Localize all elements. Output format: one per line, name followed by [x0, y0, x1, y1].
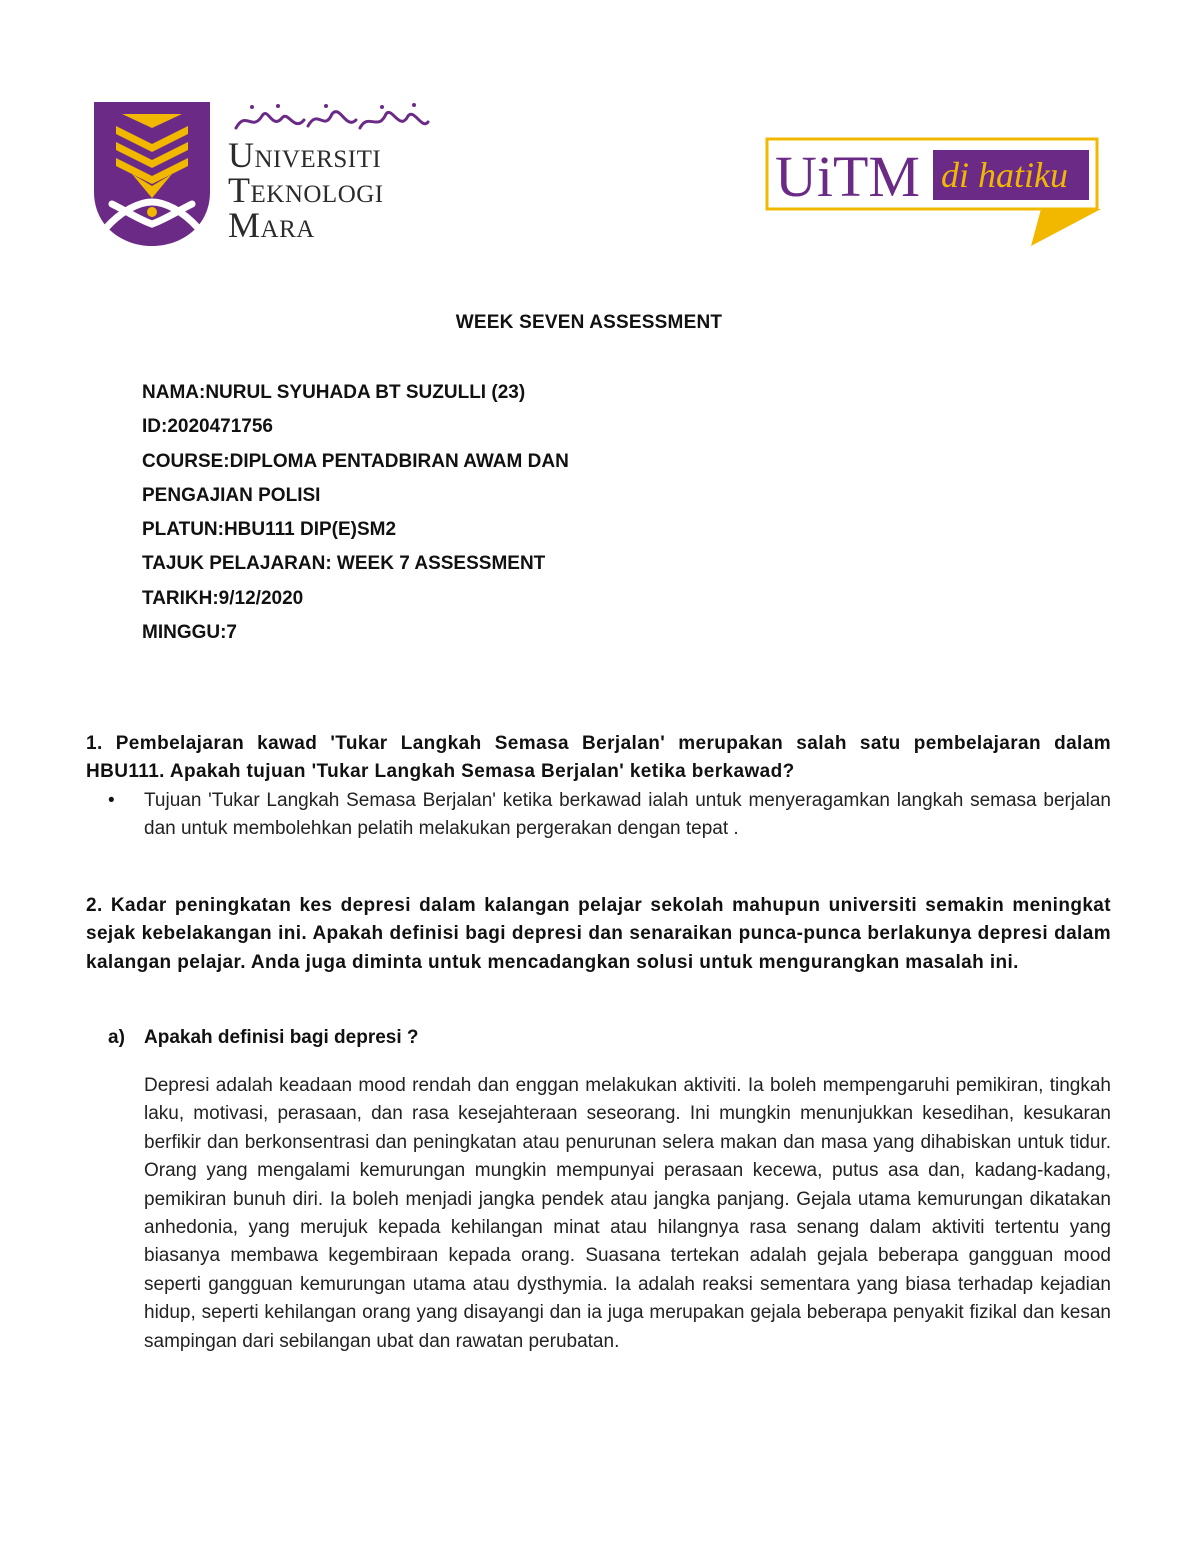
info-line-tajuk: TAJUK PELAJARAN: WEEK 7 ASSESSMENT — [142, 553, 546, 575]
answer-1: Tujuan 'Tukar Langkah Semasa Berjalan' ketika berkawad ialah untuk menyeragamkan langkah semasa berjalan dan untuk membolehkan pelatih melakukan pergerakan dengan tepat . — [144, 790, 1111, 840]
wordmark-line-1: Universiti — [228, 135, 382, 175]
wordmark-line-3: Mara — [228, 205, 315, 245]
wordmark-line-2: Teknologi — [228, 170, 384, 210]
sub-question-a-letter: a) — [108, 1027, 125, 1048]
info-line-minggu: MINGGU:7 — [142, 622, 237, 644]
brand-text: UiTM — [775, 144, 920, 209]
jawi-script-logo — [232, 102, 432, 136]
uitm-logo — [92, 100, 437, 250]
tagline-text: di hatiku — [941, 155, 1068, 195]
info-line-course: COURSE:DIPLOMA PENTADBIRAN AWAM DAN — [142, 450, 569, 472]
answer-2a: Depresi adalah keadaan mood rendah dan enggan melakukan aktiviti. Ia boleh mempengaruhi pemikiran, tingkah laku, motivasi, perasaan, dan rasa kesejahteraan seseorang. Ini mungkin menunjukkan kesedihan, kesukaran berfikir dan berkonsentrasi dan peningkatan atau penurunan selera makan dan masa yang dihabiskan untuk tidur. Orang yang mengalami kemurungan mungkin mempunyai perasaan kecewa, putus asa dan, kadang-kadang, pemikiran bunuh diri. Ia boleh menjadi jangka pendek atau jangka panjang. Gejala utama kemurungan dikatakan anhedonia, yang merujuk kepada kehilangan minat atau hilangnya rasa senang dalam aktiviti tertentu yang biasanya membawa kegembiraan kepada orang. Suasana tertekan adalah gejala beberapa gangguan mood seperti gangguan kemurungan utama atau dysthymia. Ia adalah reaksi sementara yang biasa terhadap kejadian hidup, seperti kehilangan orang yang disayangi dan ia juga merupakan gejala beberapa penyakit fizikal dan kesan sampingan dari sebilangan ubat dan rawatan perubatan. — [144, 1075, 1111, 1352]
uitm-wordmark — [228, 135, 384, 245]
uitm-crest-icon — [92, 100, 212, 248]
info-line-tarikh: TARIKH:9/12/2020 — [142, 587, 304, 609]
question-1: 1. Pembelajaran kawad 'Tukar Langkah Semasa Berjalan' merupakan salah satu pembelajaran dalam HBU111. Apakah tujuan 'Tukar Langkah Semasa Berjalan' ketika berkawad? — [86, 733, 1111, 783]
student-info — [142, 376, 569, 650]
speech-bubble-icon — [765, 136, 1105, 251]
info-line-name: NAMA:NURUL SYUHADA BT SUZULLI (23) — [142, 382, 526, 403]
question-2: 2. Kadar peningkatan kes depresi dalam kalangan pelajar sekolah mahupun universiti semakin meningkat sejak kebelakangan ini. Apakah definisi bagi depresi dan senaraikan punca-punca berlakunya depresi dalam kalangan pelajar. Anda juga diminta untuk mencadangkan solusi untuk mengurangkan masalah ini. — [86, 895, 1111, 973]
sub-question-a — [108, 1024, 419, 1052]
bullet-icon: • — [108, 790, 115, 811]
page-title: WEEK SEVEN ASSESSMENT — [455, 312, 723, 333]
sub-question-a-label: Apakah definisi bagi depresi ? — [144, 1027, 419, 1048]
uitm-di-hatiku-logo — [765, 136, 1105, 251]
info-line-course-cont: PENGAJIAN POLISI — [142, 484, 321, 506]
info-line-platun: PLATUN:HBU111 DIP(E)SM2 — [142, 519, 397, 541]
info-line-id: ID:2020471756 — [142, 416, 273, 438]
